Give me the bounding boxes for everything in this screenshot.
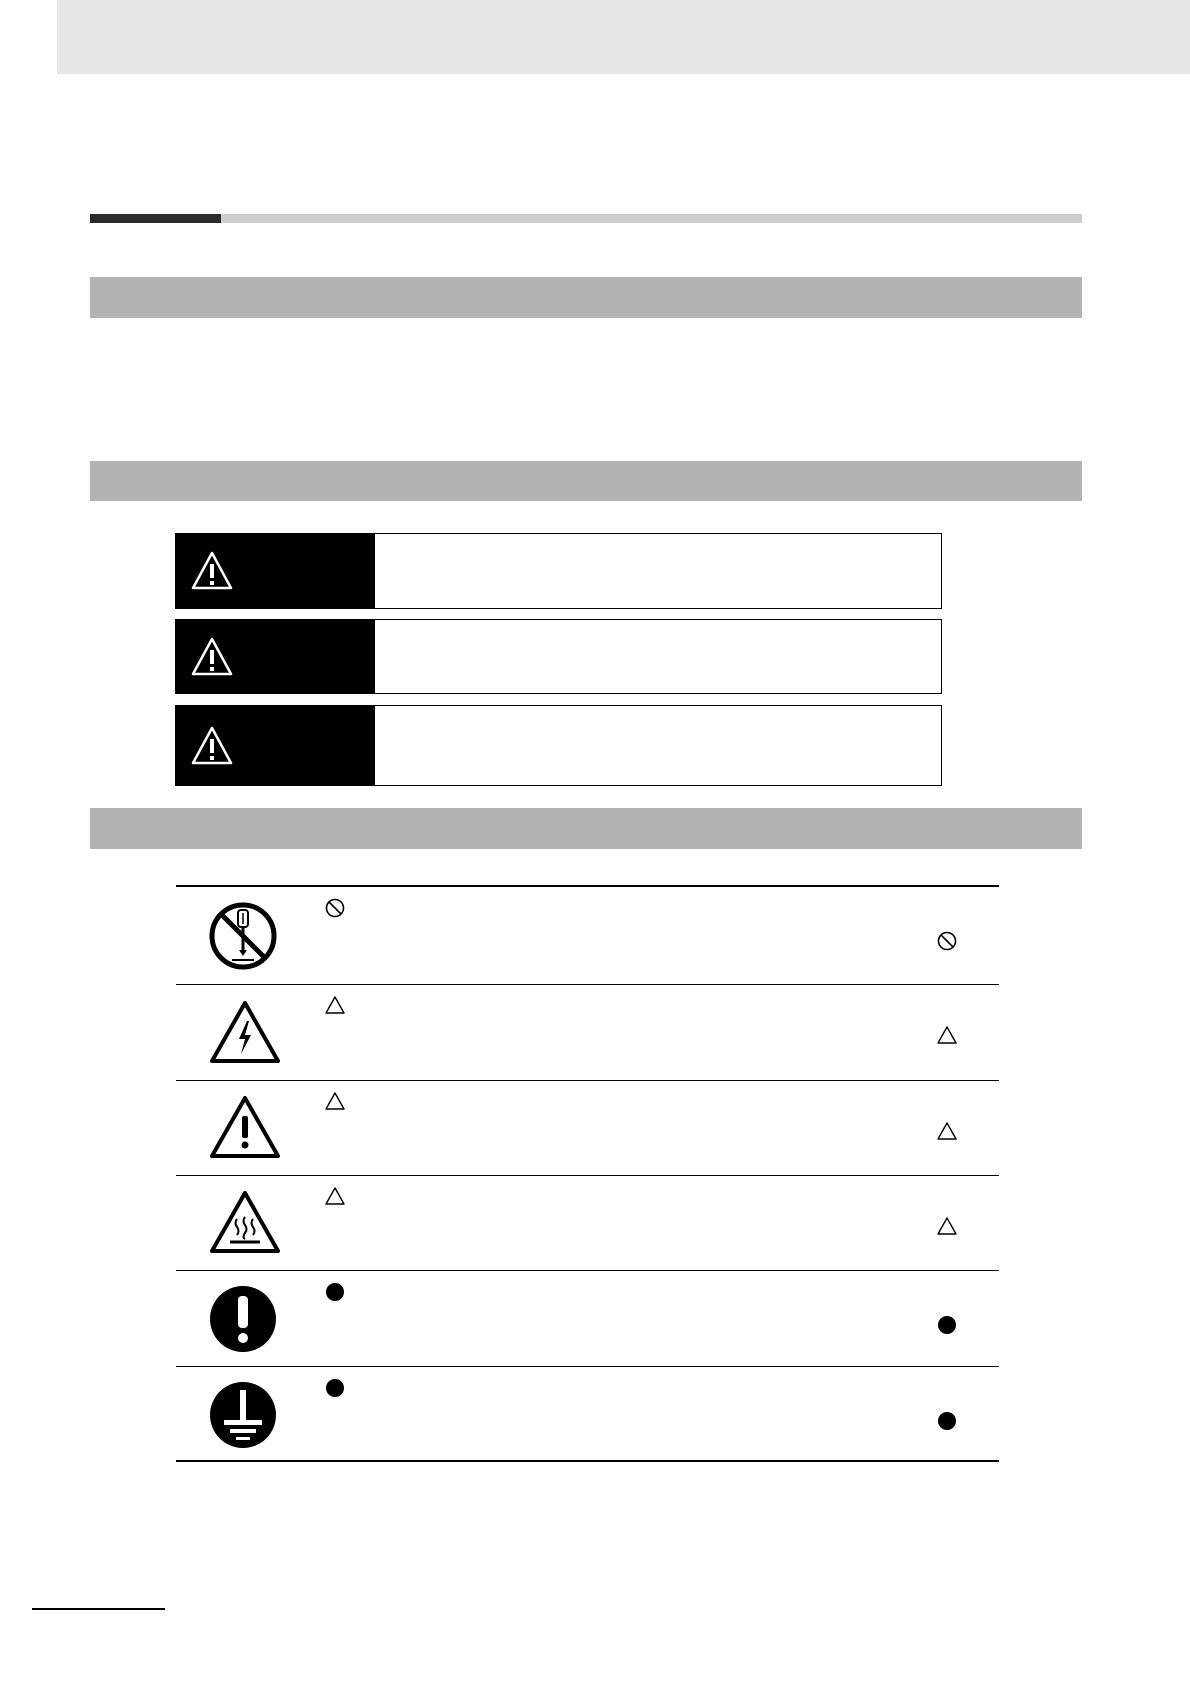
hot-surface-icon: [208, 1189, 282, 1255]
section-heading-bar-3: [90, 808, 1082, 849]
caution-triangle-icon: [936, 1025, 958, 1045]
prohibition-circle-icon: [936, 930, 958, 952]
symbol-row: [176, 1271, 999, 1367]
signal-word-tag: [176, 534, 375, 608]
mandatory-dot-icon: [324, 1377, 346, 1399]
symbol-row: [176, 887, 999, 985]
no-disassembly-icon: [208, 901, 278, 971]
symbol-row: [176, 1176, 999, 1271]
mandatory-dot-icon: [936, 1410, 958, 1432]
caution-triangle-icon: [324, 1186, 346, 1206]
mandatory-action-icon: [208, 1284, 278, 1354]
title-rule-track: [221, 214, 1082, 223]
mandatory-dot-icon: [936, 1314, 958, 1336]
caution-triangle-icon: [324, 995, 346, 1015]
signal-word-box-2: [175, 619, 942, 694]
page-header-band: [57, 0, 1190, 74]
symbol-row: [176, 1367, 999, 1462]
chapter-title-rule: [90, 214, 1082, 223]
symbols-table: [176, 885, 999, 1462]
electric-shock-icon: [208, 999, 282, 1065]
mandatory-dot-icon: [324, 1281, 346, 1303]
signal-word-description: [375, 534, 941, 608]
warning-triangle-icon: [190, 725, 234, 767]
title-rule-accent: [90, 214, 221, 223]
signal-word-box-3: [175, 705, 942, 786]
general-caution-icon: [208, 1094, 282, 1160]
signal-word-tag: [176, 706, 375, 785]
symbol-row: [176, 1081, 999, 1176]
prohibition-circle-icon: [324, 897, 346, 919]
footer-rule: [32, 1608, 165, 1610]
warning-triangle-icon: [190, 636, 234, 678]
warning-triangle-icon: [190, 550, 234, 592]
protective-ground-icon: [208, 1380, 278, 1450]
section-heading-bar-2: [90, 461, 1082, 501]
section-heading-bar-1: [90, 277, 1082, 318]
signal-word-description: [375, 620, 941, 693]
symbol-row: [176, 985, 999, 1081]
signal-word-description: [375, 706, 941, 785]
signal-word-tag: [176, 620, 375, 693]
signal-word-box-1: [175, 533, 942, 609]
caution-triangle-icon: [324, 1091, 346, 1111]
caution-triangle-icon: [936, 1121, 958, 1141]
caution-triangle-icon: [936, 1216, 958, 1236]
